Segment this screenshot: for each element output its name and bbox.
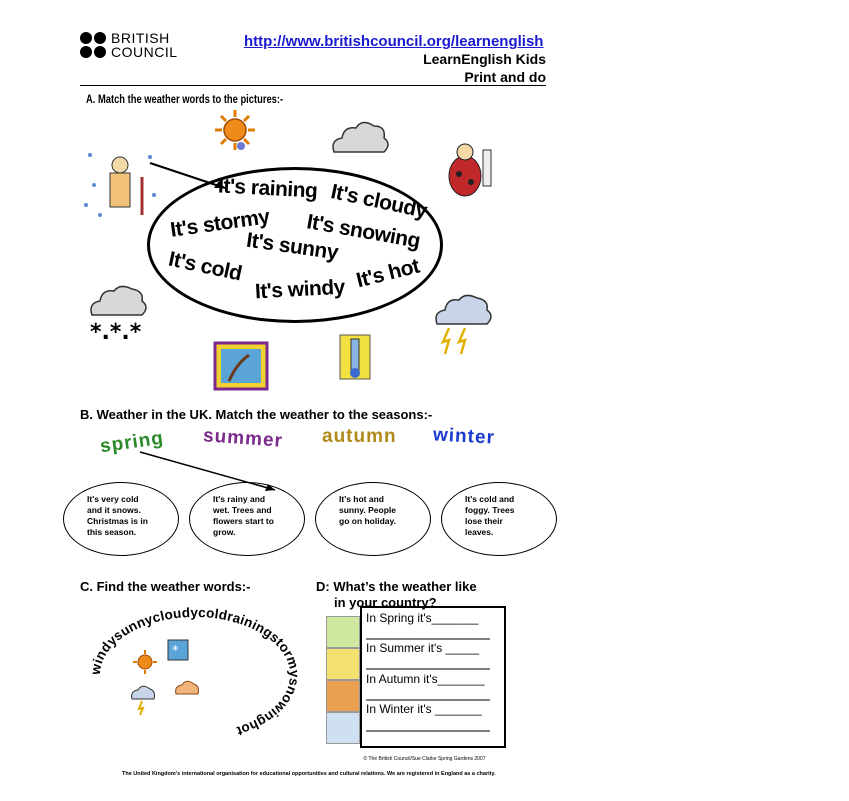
- season-spring: spring: [98, 427, 166, 458]
- cloud-icon: [176, 681, 199, 694]
- desc-3-text: [339, 494, 409, 527]
- desc-2-line: grow.: [213, 527, 236, 537]
- desc-2-line: It's rainy and: [213, 494, 266, 504]
- section-d-title-line2: in your country?: [334, 595, 437, 610]
- phrase-raining: It's raining: [217, 174, 318, 203]
- answer-line-spring[interactable]: In Spring it's_______: [366, 611, 479, 625]
- section-a-title: A. Match the weather words to the pictures:-: [86, 92, 284, 106]
- desc-3-line: It's hot and: [339, 494, 384, 504]
- desc-1-line: this season.: [87, 527, 137, 537]
- desc-4-line: It's cold and: [465, 494, 515, 504]
- footer-charity: [122, 771, 496, 777]
- svg-text:windysunnycloudycoldrainingsto: [88, 605, 303, 739]
- desc-2-line: wet. Trees and: [213, 505, 272, 515]
- season-winter: winter: [432, 424, 496, 449]
- logo-line1: BRITISH: [111, 30, 170, 46]
- phrase-sunny: It's sunny: [244, 228, 340, 265]
- desc-4-text: [465, 494, 535, 538]
- season-autumn: autumn: [322, 426, 397, 447]
- desc-3-line: sunny. People: [339, 505, 396, 515]
- desc-1-text: [87, 494, 157, 538]
- snowflake-icon: [168, 640, 188, 660]
- subtitle-print-and-do: Print and do: [464, 69, 546, 85]
- desc-4-line: foggy. Trees: [465, 505, 515, 515]
- section-d-title-line1: D: What’s the weather like: [316, 579, 477, 594]
- phrase-cold: It's cold: [166, 247, 244, 286]
- phrase-stormy: It's stormy: [168, 205, 271, 242]
- desc-1-line: It's very cold: [87, 494, 139, 504]
- answer-line-autumn[interactable]: In Autumn it's_______: [366, 672, 485, 686]
- desc-2-line: flowers start to: [213, 516, 274, 526]
- autumn-thumbnail-icon: [326, 680, 360, 712]
- subtitle-learnenglish-kids: LearnEnglish Kids: [423, 51, 546, 67]
- desc-1-line: and it snows.: [87, 505, 141, 515]
- summer-thumbnail-icon: [326, 648, 360, 680]
- section-c-title: C. Find the weather words:-: [80, 579, 251, 594]
- svg-text:*: *: [172, 644, 179, 659]
- word-ring-text: windysunnycloudycoldrainingstormysnowinghot: [87, 604, 303, 739]
- phrase-windy: It's windy: [254, 275, 346, 304]
- phrase-cloudy: It's cloudy: [328, 180, 429, 223]
- footer-copyright-text: © The British Council/Sue Clarke Spring Gardens 2007: [363, 756, 486, 762]
- desc-2-text: [213, 494, 283, 538]
- season-summer: summer: [202, 425, 284, 452]
- phrase-hot: It's hot: [354, 254, 422, 293]
- desc-3-line: go on holiday.: [339, 516, 396, 526]
- storm-cloud-icon: [132, 686, 155, 715]
- word-search-ring: [80, 600, 320, 750]
- footer-charity-text: The United Kingdom's international organisation for educational opportunities and cultural relations. We are registered in England as a charity.: [122, 771, 496, 777]
- svg-text:*.*.*: *.*.*: [90, 320, 142, 345]
- answer-rules: [366, 626, 496, 736]
- phrase-snowing: It's snowing: [304, 210, 422, 253]
- header-url-link[interactable]: http://www.britishcouncil.org/learnenglish: [244, 33, 544, 50]
- winter-thumbnail-icon: [326, 712, 360, 744]
- desc-4-line: lose their: [465, 516, 503, 526]
- section-b-title: B. Weather in the UK. Match the weather to the seasons:-: [80, 407, 433, 422]
- spring-thumbnail-icon: [326, 616, 360, 648]
- logo-line2: COUNCIL: [111, 44, 178, 60]
- desc-1-line: Christmas is in: [87, 516, 148, 526]
- footer-copyright: [0, 756, 849, 762]
- desc-4-line: leaves.: [465, 527, 494, 537]
- answer-line-winter[interactable]: In Winter it's _______: [366, 702, 482, 716]
- sun-icon: [133, 650, 157, 674]
- answer-line-summer[interactable]: In Summer it's _____: [366, 641, 480, 655]
